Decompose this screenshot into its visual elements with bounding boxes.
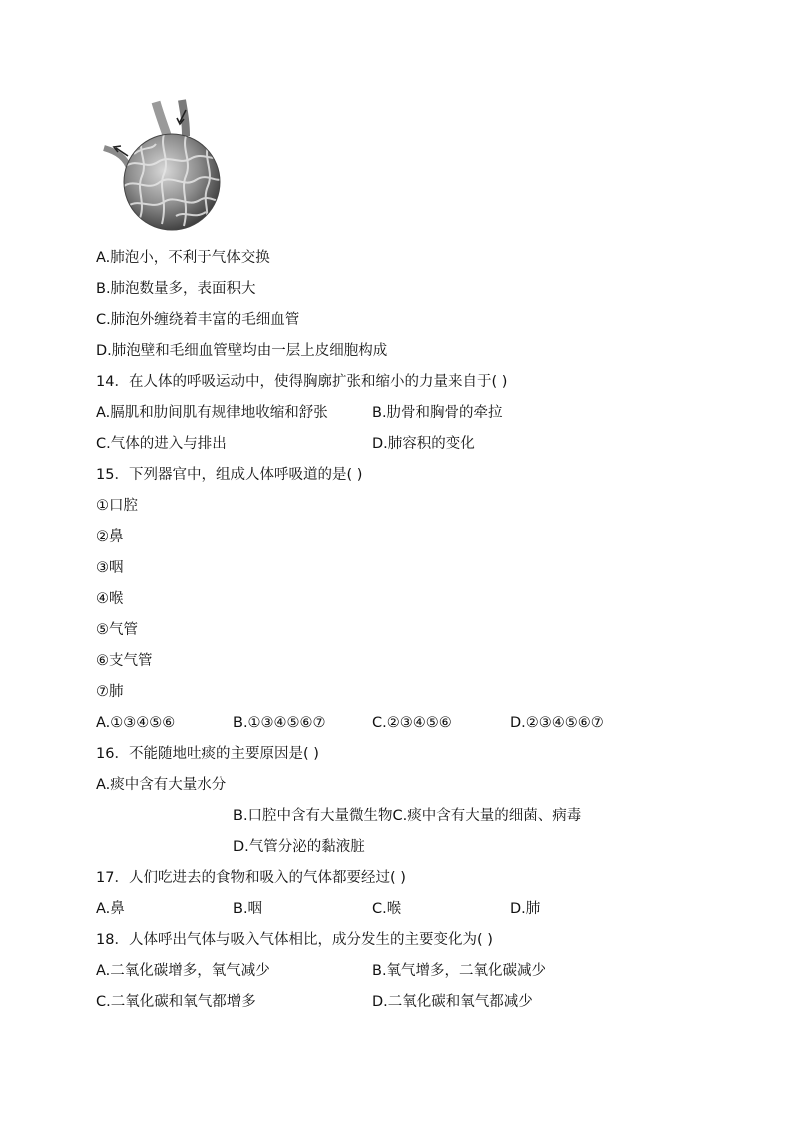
q18-option-d: D.二氧化碳和氧气都减少: [372, 994, 533, 1010]
q17-option-a: A.鼻: [96, 901, 125, 917]
q18-option-b: B.氧气增多，二氧化碳减少: [372, 963, 547, 979]
q13-option-a: A.肺泡小，不利于气体交换: [96, 250, 270, 266]
q17-option-c: C.喉: [372, 901, 402, 917]
q15-item-3: ③咽: [96, 560, 124, 576]
q13-option-d: D.肺泡壁和毛细血管壁均由一层上皮细胞构成: [96, 343, 388, 359]
q18-option-a: A.二氧化碳增多，氧气减少: [96, 963, 270, 979]
q18-option-c: C.二氧化碳和氧气都增多: [96, 994, 256, 1010]
q15-item-1: ①口腔: [96, 498, 138, 514]
q17-option-b: B.咽: [233, 901, 263, 917]
q18-stem: 18．人体呼出气体与吸入气体相比，成分发生的主要变化为( ): [96, 932, 493, 948]
q16-option-d: D.气管分泌的黏液脏: [233, 839, 365, 855]
q15-option-a: A.①③④⑤⑥: [96, 715, 176, 731]
alveolus-illustration: [94, 96, 244, 232]
q15-stem: 15．下列器官中，组成人体呼吸道的是( ): [96, 467, 363, 483]
q14-stem: 14．在人体的呼吸运动中，使得胸廓扩张和缩小的力量来自于( ): [96, 374, 508, 390]
q14-option-c: C.气体的进入与排出: [96, 436, 227, 452]
q14-option-d: D.肺容积的变化: [372, 436, 475, 452]
alveolus-figure: [94, 96, 244, 232]
q16-option-bc: B.口腔中含有大量微生物C.痰中含有大量的细菌、病毒: [233, 808, 582, 824]
q15-item-6: ⑥支气管: [96, 653, 153, 669]
q15-item-4: ④喉: [96, 591, 124, 607]
q15-item-7: ⑦肺: [96, 684, 124, 700]
q15-option-c: C.②③④⑤⑥: [372, 715, 452, 731]
q15-item-5: ⑤气管: [96, 622, 138, 638]
q14-option-b: B.肋骨和胸骨的牵拉: [372, 405, 503, 421]
q15-option-b: B.①③④⑤⑥⑦: [233, 715, 326, 731]
q16-option-a: A.痰中含有大量水分: [96, 777, 227, 793]
q15-option-d: D.②③④⑤⑥⑦: [510, 715, 604, 731]
q17-option-d: D.肺: [510, 901, 541, 917]
q16-stem: 16．不能随地吐痰的主要原因是( ): [96, 746, 319, 762]
q13-option-c: C.肺泡外缠绕着丰富的毛细血管: [96, 312, 300, 328]
q13-option-b: B.肺泡数量多，表面积大: [96, 281, 256, 297]
q14-option-a: A.膈肌和肋间肌有规律地收缩和舒张: [96, 405, 328, 421]
q17-stem: 17．人们吃进去的食物和吸入的气体都要经过( ): [96, 870, 406, 886]
q15-item-2: ②鼻: [96, 529, 124, 545]
